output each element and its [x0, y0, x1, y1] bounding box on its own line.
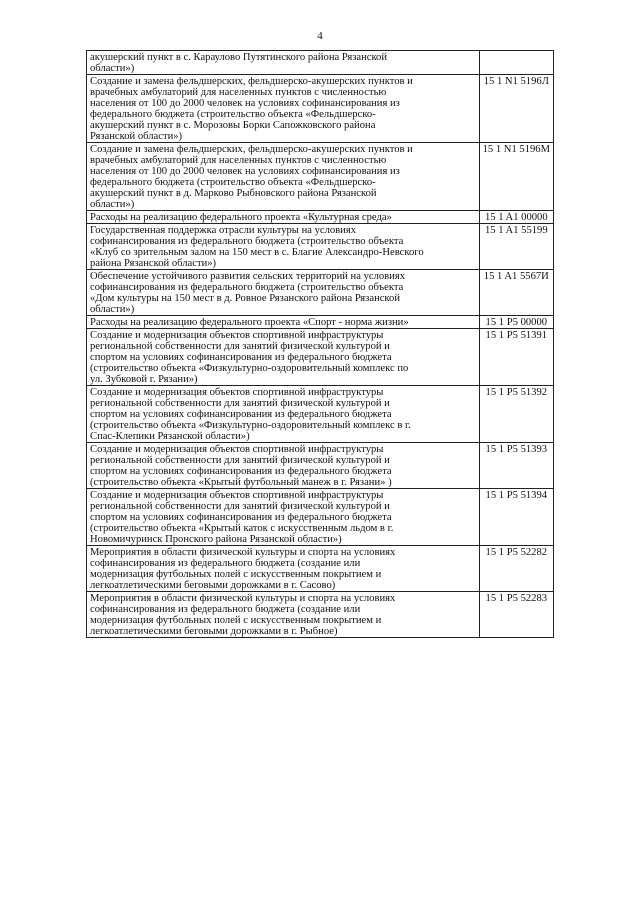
description-line: региональной собственности для занятий физической культурой и	[90, 398, 390, 409]
description-line: региональной собственности для занятий физической культурой и	[90, 455, 390, 466]
description-line: Создание и модернизация объектов спортивной инфраструктуры	[90, 444, 384, 455]
description-line: федерального бюджета (строительство объекта «Фельдшерско-	[90, 109, 376, 120]
row-description	[87, 329, 480, 386]
description-line: софинансирования из федерального бюджета (создание или	[90, 604, 361, 615]
row-description	[87, 51, 480, 75]
row-code	[479, 51, 553, 75]
description-line: Создание и замена фельдшерских, фельдшерско-акушерских пунктов и	[90, 144, 413, 155]
description-line: легкоатлетическими беговыми дорожками в г. Рыбное)	[90, 626, 338, 637]
description-line: спортом на условиях софинансирования из федерального бюджета	[90, 466, 392, 477]
row-code: 15 1 P5 51392	[479, 386, 553, 443]
row-code: 15 1 A1 55199	[479, 224, 553, 270]
description-line: (строительство объекта «Крытый футбольный манеж в г. Рязани» )	[90, 477, 392, 488]
description-line: Мероприятия в области физической культуры и спорта на условиях	[90, 593, 396, 604]
description-line: Спас-Клепики Рязанской области»)	[90, 431, 250, 442]
table-row	[87, 75, 554, 143]
row-code: 15 1 A1 5567И	[479, 270, 553, 316]
row-description	[87, 224, 480, 270]
row-code: 15 1 P5 52282	[479, 546, 553, 592]
table-row	[87, 316, 554, 329]
description-line: спортом на условиях софинансирования из федерального бюджета	[90, 512, 392, 523]
description-line: софинансирования из федерального бюджета (строительство объекта	[90, 282, 404, 293]
table-row	[87, 270, 554, 316]
table-row	[87, 489, 554, 546]
description-line: Расходы на реализацию федерального проекта «Культурная среда»	[90, 212, 392, 223]
description-line: Создание и модернизация объектов спортивной инфраструктуры	[90, 330, 384, 341]
table-row	[87, 386, 554, 443]
description-line: модернизация футбольных полей с искусственным покрытием и	[90, 569, 382, 580]
row-description	[87, 75, 480, 143]
description-line: района Рязанской области»)	[90, 258, 217, 269]
description-line: Рязанской области»)	[90, 131, 183, 142]
budget-code-table	[86, 50, 554, 638]
description-line: Создание и модернизация объектов спортивной инфраструктуры	[90, 490, 384, 501]
row-description	[87, 592, 480, 638]
row-description	[87, 270, 480, 316]
description-line: населения от 100 до 2000 человек на условиях софинансирования из	[90, 166, 400, 177]
table-row	[87, 143, 554, 211]
row-code: 15 1 P5 51393	[479, 443, 553, 489]
description-line: региональной собственности для занятий физической культурой и	[90, 341, 390, 352]
description-line: акушерский пункт в с. Морозовы Борки Сапожковского района	[90, 120, 376, 131]
description-line: врачебных амбулаторий для населенных пунктов с численностью	[90, 87, 387, 98]
description-line: модернизация футбольных полей с искусственным покрытием и	[90, 615, 382, 626]
description-line: Мероприятия в области физической культуры и спорта на условиях	[90, 547, 396, 558]
table-row	[87, 443, 554, 489]
description-line: (строительство объекта «Крытый каток с искусственным льдом в г.	[90, 523, 394, 534]
row-description	[87, 546, 480, 592]
row-description	[87, 143, 480, 211]
description-line: «Клуб со зрительным залом на 150 мест в с. Благие Александро-Невского	[90, 247, 424, 258]
description-line: легкоатлетическими беговыми дорожками в г. Сасово)	[90, 580, 336, 591]
description-line: региональной собственности для занятий физической культурой и	[90, 501, 390, 512]
description-line: спортом на условиях софинансирования из федерального бюджета	[90, 352, 392, 363]
description-line: Создание и замена фельдшерских, фельдшерско-акушерских пунктов и	[90, 76, 413, 87]
row-code: 15 1 P5 00000	[479, 316, 553, 329]
description-line: Создание и модернизация объектов спортивной инфраструктуры	[90, 387, 384, 398]
description-line: населения от 100 до 2000 человек на условиях софинансирования из	[90, 98, 400, 109]
description-line: софинансирования из федерального бюджета (строительство объекта	[90, 236, 404, 247]
description-line: ул. Зубковой г. Рязани»)	[90, 374, 198, 385]
description-line: Обеспечение устойчивого развития сельских территорий на условиях	[90, 271, 405, 282]
row-description	[87, 443, 480, 489]
row-description	[87, 316, 480, 329]
table-row	[87, 211, 554, 224]
row-code: 15 1 N1 5196Л	[479, 75, 553, 143]
description-line: софинансирования из федерального бюджета (создание или	[90, 558, 361, 569]
table-row	[87, 224, 554, 270]
description-line: области»)	[90, 304, 135, 315]
row-code: 15 1 P5 51394	[479, 489, 553, 546]
table-row	[87, 51, 554, 75]
table-body	[87, 51, 554, 638]
description-line: федерального бюджета (строительство объекта «Фельдшерско-	[90, 177, 376, 188]
row-description	[87, 386, 480, 443]
description-line: спортом на условиях софинансирования из федерального бюджета	[90, 409, 392, 420]
description-line: Расходы на реализацию федерального проекта «Спорт - норма жизни»	[90, 317, 409, 328]
table-row	[87, 546, 554, 592]
table-row	[87, 592, 554, 638]
page-number: 4	[317, 30, 323, 42]
description-line: (строительство объекта «Физкультурно-оздоровительный комплекс в г.	[90, 420, 411, 431]
description-line: врачебных амбулаторий для населенных пунктов с численностью	[90, 155, 387, 166]
row-code: 15 1 P5 51391	[479, 329, 553, 386]
row-code: 15 1 N1 5196М	[479, 143, 553, 211]
row-description	[87, 211, 480, 224]
description-line: (строительство объекта «Физкультурно-оздоровительный комплекс по	[90, 363, 409, 374]
table-row	[87, 329, 554, 386]
description-line: акушерский пункт в с. Караулово Путятинского района Рязанской	[90, 52, 388, 63]
description-line: «Дом культуры на 150 мест в д. Ровное Рязанского района Рязанской	[90, 293, 401, 304]
row-description	[87, 489, 480, 546]
description-line: области»)	[90, 199, 135, 210]
row-code: 15 1 P5 52283	[479, 592, 553, 638]
row-code: 15 1 A1 00000	[479, 211, 553, 224]
description-line: Государственная поддержка отрасли культуры на условиях	[90, 225, 357, 236]
description-line: Новомичуринск Пронского района Рязанской области»)	[90, 534, 342, 545]
description-line: области»)	[90, 63, 135, 74]
description-line: акушерский пункт в д. Марково Рыбновского района Рязанской	[90, 188, 377, 199]
